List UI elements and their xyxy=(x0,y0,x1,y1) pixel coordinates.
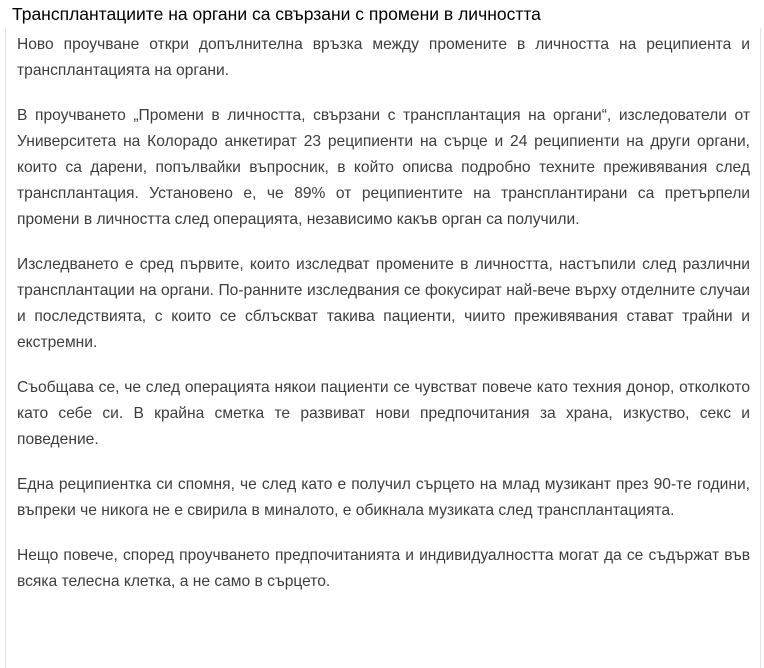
article-paragraph-2: В проучването „Промени в личността, свързани с трансплантация на органи“, изследователи от Университета на Колорадо анкетират 23 реципиенти на сърце и 24 реципиенти на други органи, които са дарени, попълвайки въпросник, в който описва подробно техните преживявания след трансплантация. Установено е, че 89% от реципиентите на трансплантирани са претърпели промени в личността след операцията, независимо какъв орган са получили. xyxy=(17,107,750,228)
article-paragraph-1: Ново проучване откри допълнителна връзка между промените в личността на реципиента и трансплантацията на органи. xyxy=(17,36,750,79)
page-title: Трансплантациите на органи са свързани с промени в личността xyxy=(12,4,541,24)
article-paragraph-4: Съобщава се, че след операцията някои пациенти се чувстват повече като техния донор, отколкото като себе си. В крайна сметка те развиват нови предпочитания за храна, изкуство, секс и поведение. xyxy=(17,379,750,448)
article-paragraph-5: Една реципиентка си спомня, че след като е получил сърцето на млад музикант през 90-те години, въпреки че никога не е свирила в миналото, е обикнала музиката след трансплантацията. xyxy=(17,476,750,519)
article-body xyxy=(5,28,761,668)
article-paragraph-6: Нещо повече, според проучването предпочитанията и индивидуалността могат да се съдържат във всяка телесна клетка, а не само в сърцето. xyxy=(17,547,750,590)
article-paragraph-3: Изследването е сред първите, които изследват промените в личността, настъпили след различни трансплантации на органи. По-ранните изследвания се фокусират най-вече върху отделните случаи и последствията, с които се сблъскват такива пациенти, чиито преживявания стават трайни и екстремни. xyxy=(17,256,750,351)
